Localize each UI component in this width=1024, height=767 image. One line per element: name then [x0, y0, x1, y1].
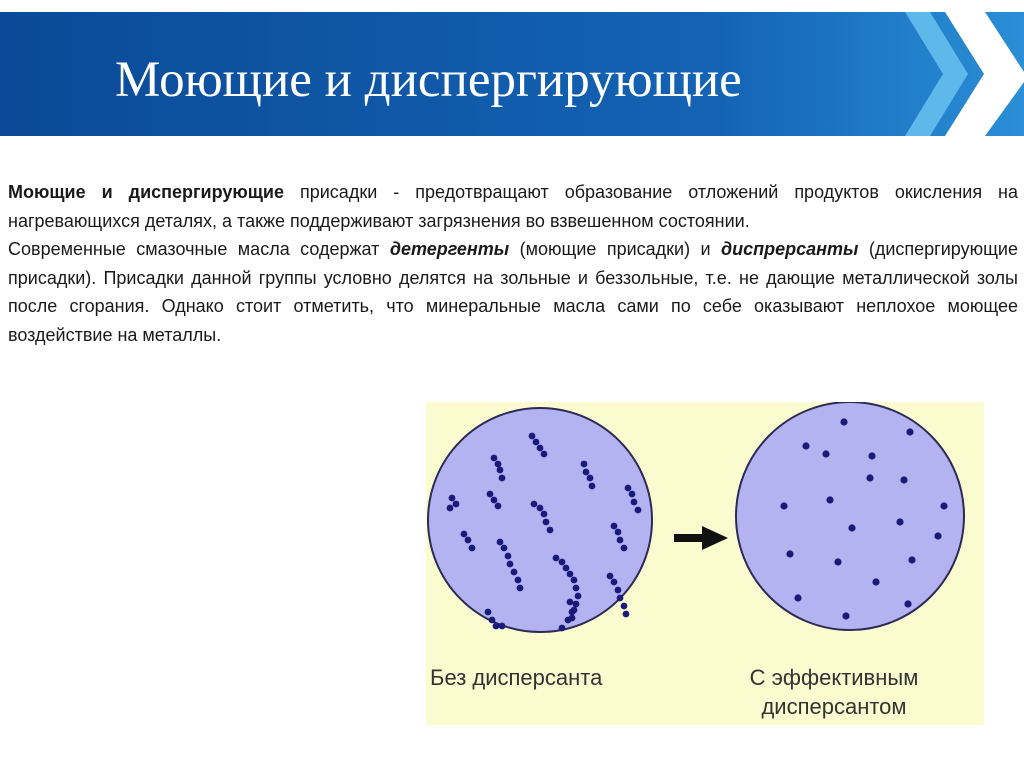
particle-dot — [617, 595, 624, 602]
particle-dot — [866, 474, 873, 481]
particle-dot — [517, 585, 524, 592]
particle-dot — [537, 445, 544, 452]
particle-dot — [461, 531, 468, 538]
particle-dot — [611, 523, 618, 530]
particle-dot — [487, 491, 494, 498]
particle-dot — [497, 467, 504, 474]
text-part: Современные смазочные масла содержат — [8, 239, 390, 259]
particle-dot — [547, 527, 554, 534]
page-title: Моющие и диспергирующие — [115, 52, 742, 108]
particle-dot — [533, 439, 540, 446]
particle-dot — [537, 505, 544, 512]
particle-dot — [621, 603, 628, 610]
particle-dot — [629, 491, 636, 498]
particle-dot — [559, 559, 566, 566]
body-paragraph — [8, 178, 1018, 349]
particle-dot — [567, 571, 574, 578]
particle-dot — [529, 433, 536, 440]
particle-dot — [449, 495, 456, 502]
particle-dot — [896, 518, 903, 525]
particle-dot — [485, 609, 492, 616]
particle-dot — [491, 455, 498, 462]
particle-dot — [794, 594, 801, 601]
particle-dot — [541, 511, 548, 518]
particle-dot — [834, 558, 841, 565]
particle-dot — [842, 612, 849, 619]
particle-dot — [515, 577, 522, 584]
particle-dot — [499, 475, 506, 482]
particle-dot — [848, 524, 855, 531]
right-caption: С эффективным дисперсантом — [749, 665, 919, 719]
particle-dot — [940, 502, 947, 509]
particle-dot — [623, 611, 630, 618]
particle-dot — [571, 577, 578, 584]
particle-dot — [581, 461, 588, 468]
particle-dot — [872, 578, 879, 585]
particle-dot — [615, 529, 622, 536]
bold-lead: Моющие и диспергирующие — [8, 182, 285, 202]
particle-dot — [495, 503, 502, 510]
particle-dot — [499, 623, 506, 630]
particle-dot — [631, 499, 638, 506]
particle-dot — [447, 505, 454, 512]
dispersant-figure — [426, 402, 984, 725]
particle-dot — [575, 593, 582, 600]
text-part: (моющие присадки) и — [509, 239, 722, 259]
text-part: присадки - предотвращают образование отложений продуктов окисления на нагревающихся деталях, а также поддерживают загрязнения во взвешенном состоянии. — [8, 182, 1018, 231]
particle-dot — [587, 475, 594, 482]
particle-dot — [453, 501, 460, 508]
particle-dot — [469, 545, 476, 552]
particle-dot — [635, 507, 642, 514]
particle-dot — [563, 565, 570, 572]
particle-dot — [625, 485, 632, 492]
particle-dot — [573, 585, 580, 592]
particle-dot — [589, 483, 596, 490]
particle-dot — [569, 615, 576, 622]
particle-dot — [906, 428, 913, 435]
particle-dot — [621, 545, 628, 552]
particle-dot — [573, 601, 580, 608]
term-dispersants: диспрерсанты — [721, 239, 859, 259]
particle-dot — [491, 497, 498, 504]
particle-dot — [617, 537, 624, 544]
particle-dot — [802, 442, 809, 449]
text-part: (диспергирующие присадки). Присадки данной группы условно делятся на зольные и беззольные, т.е. не дающие металлической золы после сгорания. Однако стоит отметить, что минеральные масла сами по себе оказывают неплохое моющее воздействие на металлы. — [8, 239, 1018, 345]
particle-dot — [497, 539, 504, 546]
particle-dot — [822, 450, 829, 457]
particle-dot — [489, 617, 496, 624]
particle-dot — [780, 502, 787, 509]
right-circle — [736, 402, 964, 630]
particle-dot — [553, 555, 560, 562]
particle-dot — [615, 587, 622, 594]
particle-dot — [465, 537, 472, 544]
particle-dot — [567, 599, 574, 606]
left-caption: Без дисперсанта — [430, 665, 603, 690]
slide-header — [0, 12, 1024, 136]
particle-dot — [505, 553, 512, 560]
particle-dot — [900, 476, 907, 483]
particle-dot — [868, 452, 875, 459]
particle-dot — [531, 501, 538, 508]
particle-dot — [501, 545, 508, 552]
particle-dot — [826, 496, 833, 503]
particle-dot — [511, 569, 518, 576]
particle-dot — [495, 461, 502, 468]
particle-dot — [507, 561, 514, 568]
particle-dot — [934, 532, 941, 539]
arrow-icon — [674, 526, 728, 550]
particle-dot — [493, 623, 500, 630]
term-detergents: детергенты — [389, 239, 510, 259]
particle-dot — [559, 625, 566, 632]
particle-dot — [786, 550, 793, 557]
particle-dot — [541, 451, 548, 458]
particle-dot — [908, 556, 915, 563]
particle-dot — [583, 469, 590, 476]
particle-dot — [543, 519, 550, 526]
particle-dot — [611, 579, 618, 586]
particle-dot — [571, 607, 578, 614]
particle-dot — [904, 600, 911, 607]
particle-dot — [840, 418, 847, 425]
particle-dot — [607, 573, 614, 580]
